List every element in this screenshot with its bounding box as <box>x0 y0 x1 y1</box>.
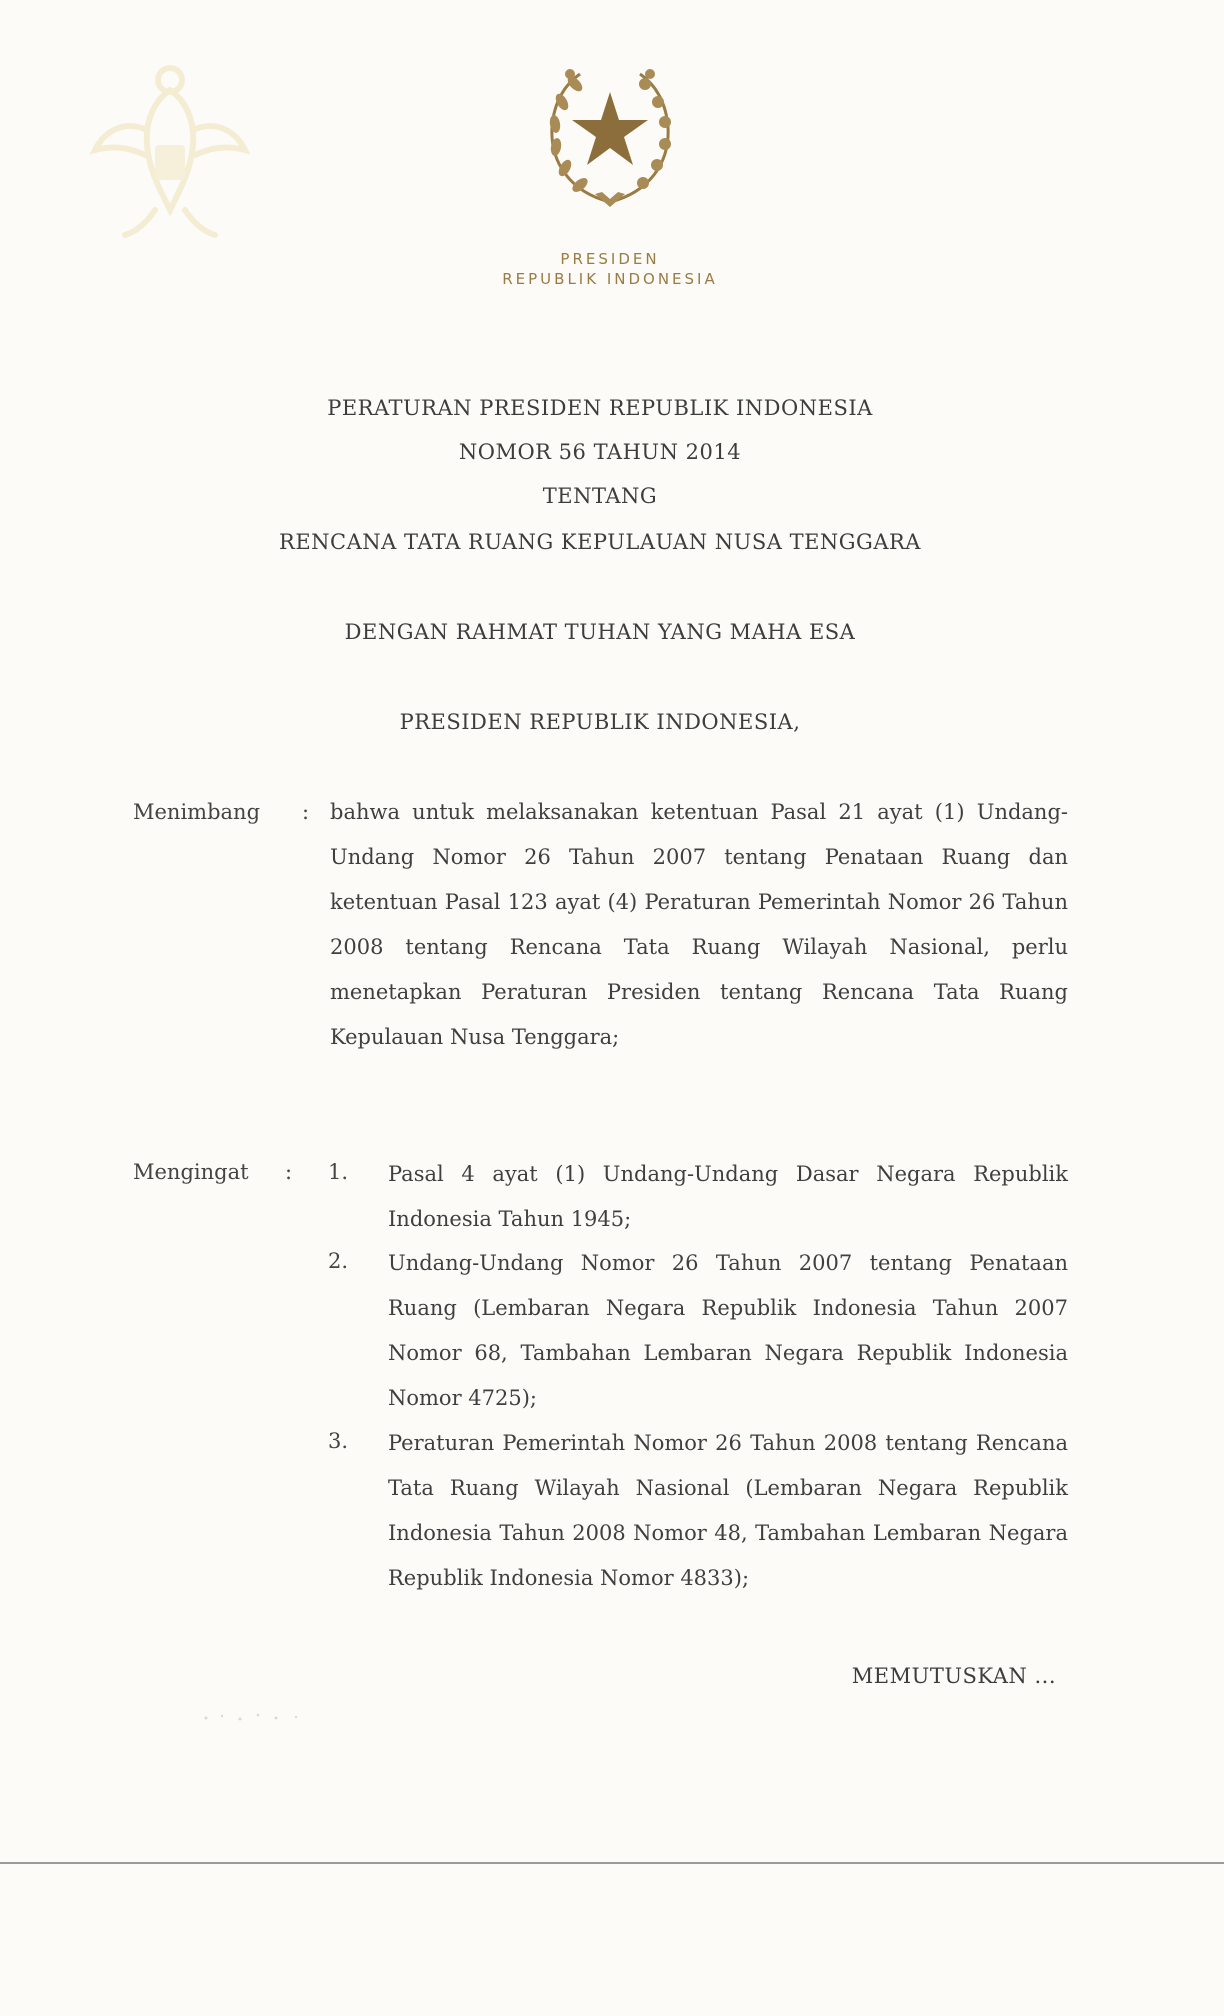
invocation: DENGAN RAHMAT TUHAN YANG MAHA ESA <box>344 620 856 644</box>
emblem-caption-republik: REPUBLIK INDONESIA <box>502 270 718 288</box>
page-bottom-rule <box>0 1862 1224 1864</box>
regulation-title: PERATURAN PRESIDEN REPUBLIK INDONESIA <box>327 396 873 420</box>
mengingat-item-text: Pasal 4 ayat (1) Undang-Undang Dasar Negara Republik Indonesia Tahun 1945; <box>388 1162 1068 1231</box>
page-continuation: MEMUTUSKAN ... <box>851 1664 1056 1688</box>
mengingat-item-number: 2. <box>328 1249 349 1273</box>
presidential-emblem-icon <box>540 62 680 212</box>
regulation-subject: RENCANA TATA RUANG KEPULAUAN NUSA TENGGARA <box>279 530 921 554</box>
emblem-caption-presiden: PRESIDEN <box>560 250 660 268</box>
mengingat-colon: : <box>285 1160 293 1184</box>
mengingat-item-text: Peraturan Pemerintah Nomor 26 Tahun 2008 tentang Rencana Tata Ruang Wilayah Nasional (Lembaran Negara Republik Indonesia Tahun 2008 Nomor 48, Tambahan Lembaran Negara Republik Indonesia Nomor 4833); <box>388 1431 1068 1590</box>
mengingat-item-text: Undang-Undang Nomor 26 Tahun 2007 tentang Penataan Ruang (Lembaran Negara Republik Indonesia Tahun 2007 Nomor 68, Tambahan Lembaran Negara Republik Indonesia Nomor 4725); <box>388 1251 1068 1410</box>
mengingat-item-number: 1. <box>328 1160 349 1184</box>
mengingat-label: Mengingat <box>133 1160 249 1184</box>
garuda-watermark-icon <box>85 60 255 240</box>
authority-line: PRESIDEN REPUBLIK INDONESIA, <box>399 710 801 734</box>
menimbang-label: Menimbang <box>133 800 261 824</box>
mengingat-item-number: 3. <box>328 1429 349 1453</box>
regulation-number: NOMOR 56 TAHUN 2014 <box>458 440 742 464</box>
menimbang-text: bahwa untuk melaksanakan ketentuan Pasal 21 ayat (1) Undang-Undang Nomor 26 Tahun 2007 tentang Penataan Ruang dan ketentuan Pasal 123 ayat (4) Peraturan Pemerintah Nomor 26 Tahun 2008 tentang Rencana Tata Ruang Wilayah Nasional, perlu menetapkan Peraturan Presiden tentang Rencana Tata Ruang Kepulauan Nusa Tenggara; <box>330 800 1068 1049</box>
scan-specks-decoration <box>200 1710 320 1724</box>
regulation-tentang: TENTANG <box>542 484 658 508</box>
menimbang-colon: : <box>302 800 310 824</box>
